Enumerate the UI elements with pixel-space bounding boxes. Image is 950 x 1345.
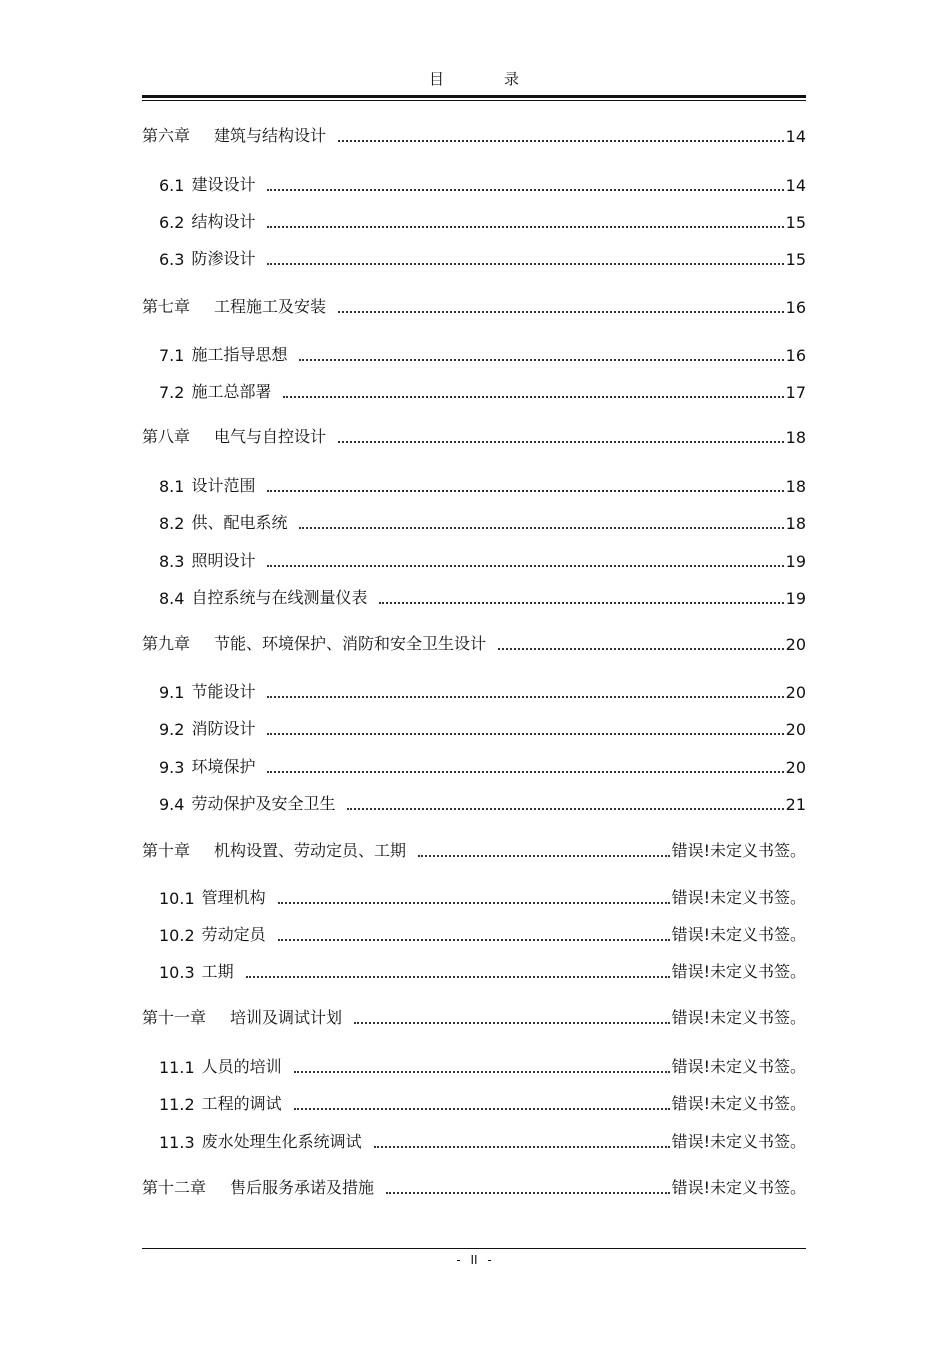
toc-dot-leader <box>347 808 783 810</box>
toc-entry-title: 消防设计 <box>191 719 256 738</box>
toc-entry-number: 第九章 <box>142 634 191 653</box>
toc-section-entry[interactable] <box>142 549 806 571</box>
toc-entry-page: 15 <box>785 213 806 232</box>
footer-rule <box>142 1248 806 1249</box>
toc-entry-page: 错误!未定义书签。 <box>671 1178 806 1197</box>
toc-section-entry[interactable] <box>142 886 806 908</box>
toc-entry-title: 照明设计 <box>191 551 256 570</box>
toc-dot-leader <box>386 1192 670 1194</box>
toc-entry-number: 10.2 <box>159 926 195 945</box>
page-header <box>142 68 806 92</box>
toc-dot-leader <box>267 490 783 492</box>
toc-entry-number: 11.3 <box>159 1133 195 1152</box>
toc-dot-leader <box>283 396 783 398</box>
toc-section-entry[interactable] <box>142 792 806 814</box>
toc-section-entry[interactable] <box>142 755 806 777</box>
toc-entry-number: 8.2 <box>159 514 185 533</box>
toc-entry-title: 节能、环境保护、消防和安全卫生设计 <box>214 634 487 653</box>
toc-entry-title: 工程的调试 <box>201 1094 282 1113</box>
toc-entry-page: 16 <box>785 346 806 365</box>
toc-dot-leader <box>354 1022 670 1024</box>
toc-entry-title: 人员的培训 <box>201 1057 282 1076</box>
toc-section-entry[interactable] <box>142 1130 806 1152</box>
toc-section-entry[interactable] <box>142 960 806 982</box>
toc-chapter-entry[interactable] <box>142 124 806 146</box>
toc-dot-leader <box>267 189 783 191</box>
toc-entry-title: 节能设计 <box>191 682 256 701</box>
toc-entry-page: 14 <box>785 176 806 195</box>
toc-entry-title: 结构设计 <box>191 212 256 231</box>
toc-entry-page: 错误!未定义书签。 <box>671 1008 806 1027</box>
toc-chapter-entry[interactable] <box>142 632 806 654</box>
toc-entry-title: 施工总部署 <box>191 382 272 401</box>
toc-dot-leader <box>498 648 784 650</box>
toc-section-entry[interactable] <box>142 511 806 533</box>
toc-dot-leader <box>278 939 670 941</box>
toc-chapter-entry[interactable] <box>142 425 806 447</box>
toc-dot-leader <box>338 140 784 142</box>
toc-section-entry[interactable] <box>142 210 806 232</box>
toc-entry-number: 第十二章 <box>142 1178 207 1197</box>
toc-entry-page: 18 <box>785 477 806 496</box>
toc-entry-page: 18 <box>785 514 806 533</box>
toc-entry-title: 劳动定员 <box>201 925 266 944</box>
toc-entry-number: 第十章 <box>142 841 191 860</box>
toc-entry-number: 11.2 <box>159 1095 195 1114</box>
toc-chapter-entry[interactable] <box>142 839 806 861</box>
toc-entry-page: 16 <box>785 298 806 317</box>
toc-entry-title: 防渗设计 <box>191 249 256 268</box>
toc-entry-title: 供、配电系统 <box>191 513 288 532</box>
toc-entry-number: 10.1 <box>159 889 195 908</box>
toc-entry-title: 培训及调试计划 <box>230 1008 343 1027</box>
header-rule-thin <box>142 100 806 101</box>
toc-entry-title: 设计范围 <box>191 476 256 495</box>
toc-entry-page: 17 <box>785 383 806 402</box>
toc-dot-leader <box>374 1146 670 1148</box>
toc-entry-number: 9.3 <box>159 758 185 777</box>
toc-entry-number: 第七章 <box>142 297 191 316</box>
toc-entry-title: 工期 <box>201 962 234 981</box>
toc-entry-number: 6.2 <box>159 213 185 232</box>
toc-dot-leader <box>338 441 784 443</box>
toc-entry-page: 错误!未定义书签。 <box>671 888 806 907</box>
toc-entry-page: 18 <box>785 428 806 447</box>
toc-entry-page: 错误!未定义书签。 <box>671 1132 806 1151</box>
toc-entry-number: 9.1 <box>159 683 185 702</box>
toc-section-entry[interactable] <box>142 1092 806 1114</box>
toc-entry-page: 错误!未定义书签。 <box>671 962 806 981</box>
toc-section-entry[interactable] <box>142 380 806 402</box>
toc-entry-page: 错误!未定义书签。 <box>671 925 806 944</box>
toc-dot-leader <box>338 311 784 313</box>
toc-dot-leader <box>267 263 783 265</box>
toc-dot-leader <box>246 976 670 978</box>
toc-entry-page: 19 <box>785 589 806 608</box>
toc-entry-title: 机构设置、劳动定员、工期 <box>214 841 407 860</box>
toc-entry-title: 电气与自控设计 <box>214 427 327 446</box>
toc-chapter-entry[interactable] <box>142 1176 806 1198</box>
toc-section-entry[interactable] <box>142 474 806 496</box>
toc-section-entry[interactable] <box>142 680 806 702</box>
toc-dot-leader <box>267 565 783 567</box>
toc-entry-page: 20 <box>785 683 806 702</box>
toc-entry-title: 建设设计 <box>191 175 256 194</box>
toc-entry-number: 8.1 <box>159 477 185 496</box>
toc-entry-number: 7.2 <box>159 383 185 402</box>
toc-entry-page: 错误!未定义书签。 <box>671 841 806 860</box>
toc-entry-title: 售后服务承诺及措施 <box>230 1178 375 1197</box>
toc-entry-number: 第六章 <box>142 126 191 145</box>
toc-section-entry[interactable] <box>142 717 806 739</box>
toc-entry-page: 19 <box>785 552 806 571</box>
toc-dot-leader <box>267 696 783 698</box>
toc-entry-title: 劳动保护及安全卫生 <box>191 794 336 813</box>
toc-entry-page: 错误!未定义书签。 <box>671 1094 806 1113</box>
footer-page-number: - II - <box>456 1253 492 1267</box>
toc-entry-title: 废水处理生化系统调试 <box>201 1132 362 1151</box>
toc-entry-number: 7.1 <box>159 346 185 365</box>
toc-heading: 目录 <box>428 70 579 88</box>
toc-entry-title: 施工指导思想 <box>191 345 288 364</box>
toc-entry-title: 工程施工及安装 <box>214 297 327 316</box>
toc-entry-number: 第十一章 <box>142 1008 207 1027</box>
toc-entry-title: 建筑与结构设计 <box>214 126 327 145</box>
toc-entry-page: 21 <box>785 795 806 814</box>
toc-entry-number: 8.4 <box>159 589 185 608</box>
toc-section-entry[interactable] <box>142 923 806 945</box>
toc-dot-leader <box>267 226 783 228</box>
toc-section-entry[interactable] <box>142 343 806 365</box>
header-rule-thick <box>142 95 806 98</box>
toc-dot-leader <box>379 602 783 604</box>
toc-entry-title: 自控系统与在线测量仪表 <box>191 588 368 607</box>
toc-entry-number: 8.3 <box>159 552 185 571</box>
toc-entry-page: 20 <box>785 758 806 777</box>
toc-entry-page: 20 <box>785 720 806 739</box>
toc-entry-number: 6.1 <box>159 176 185 195</box>
toc-entry-number: 6.3 <box>159 250 185 269</box>
toc-entry-title: 环境保护 <box>191 757 256 776</box>
toc-section-entry[interactable] <box>142 247 806 269</box>
toc-dot-leader <box>294 1108 670 1110</box>
toc-section-entry[interactable] <box>142 173 806 195</box>
toc-entry-number: 9.4 <box>159 795 185 814</box>
toc-dot-leader <box>418 855 670 857</box>
toc-entry-number: 11.1 <box>159 1058 195 1077</box>
toc-entry-page: 错误!未定义书签。 <box>671 1057 806 1076</box>
toc-chapter-entry[interactable] <box>142 1006 806 1028</box>
toc-entry-page: 20 <box>785 635 806 654</box>
toc-entry-title: 管理机构 <box>201 888 266 907</box>
toc-entry-number: 10.3 <box>159 963 195 982</box>
toc-dot-leader <box>299 527 783 529</box>
toc-section-entry[interactable] <box>142 1055 806 1077</box>
toc-entry-number: 9.2 <box>159 720 185 739</box>
toc-chapter-entry[interactable] <box>142 295 806 317</box>
toc-dot-leader <box>267 771 783 773</box>
toc-dot-leader <box>294 1071 670 1073</box>
toc-entry-number: 第八章 <box>142 427 191 446</box>
toc-section-entry[interactable] <box>142 586 806 608</box>
toc-dot-leader <box>278 902 670 904</box>
toc-dot-leader <box>267 733 783 735</box>
toc-entry-page: 14 <box>785 127 806 146</box>
toc-entry-page: 15 <box>785 250 806 269</box>
toc-dot-leader <box>299 359 783 361</box>
